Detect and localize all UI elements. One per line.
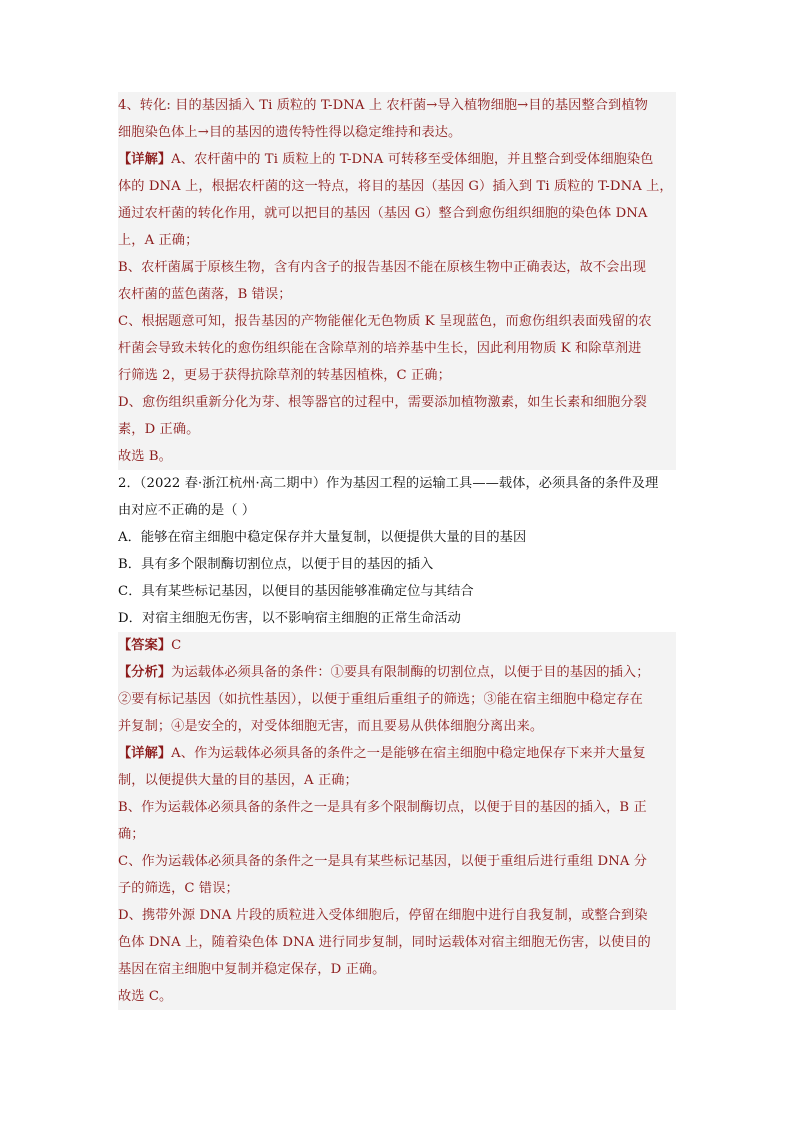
text-line [118,578,676,605]
line-text: 2．（2022 春·浙江杭州·高二期中）作为基因工程的运输工具——载体，必须具备的条件及理 [118,476,659,491]
section-label: 【答案】 [118,638,172,653]
text-line [118,929,676,956]
text-line [118,875,676,902]
text-line [118,740,676,767]
section-label: 【分析】 [118,665,172,680]
text-line [118,281,676,308]
line-text: 故选 C。 [118,989,173,1004]
text-line [118,524,676,551]
text-line [118,497,676,524]
line-text: 素，D 正确。 [118,422,200,437]
line-text: 行筛选 2，更易于获得抗除草剂的转基因植株，C 正确； [118,368,451,383]
text-line [118,173,676,200]
line-text: 确； [118,827,145,842]
text-line [118,794,676,821]
text-line [118,605,676,632]
line-text: D．对宿主细胞无伤害，以不影响宿主细胞的正常生命活动 [118,611,461,626]
document-body [118,92,676,1010]
text-line [118,632,676,659]
line-text: C、作为运载体必须具备的条件之一是具有某些标记基因，以便于重组后进行重组 DNA 分 [118,854,648,869]
line-text: 农杆菌的蓝色菌落，B 错误； [118,287,292,302]
line-text: 由对应不正确的是（ ） [118,503,256,518]
line-text: 基因在宿主细胞中复制并稳定保存，D 正确。 [118,962,386,977]
line-text: B、农杆菌属于原核生物，含有内含子的报告基因不能在原核生物中正确表达，故不会出现 [118,260,646,275]
line-text: B．具有多个限制酶切割位点，以便于目的基因的插入 [118,557,434,572]
line-text: 并复制；④是安全的，对受体细胞无害，而且要易从供体细胞分离出来。 [118,719,544,734]
line-text: 上，A 正确； [118,233,199,248]
line-text: 为运载体必须具备的条件：①要具有限制酶的切割位点，以便于目的基因的插入； [171,665,650,680]
text-line [118,686,676,713]
text-line [118,443,676,470]
line-text: 色体 DNA 上，随着染色体 DNA 进行同步复制，同时运载体对宿主细胞无伤害，以使目的 [118,935,651,950]
text-line [118,983,676,1010]
text-line [118,227,676,254]
text-line [118,848,676,875]
text-line [118,416,676,443]
text-line [118,659,676,686]
text-line [118,335,676,362]
section-label: 【详解】 [118,152,172,167]
section-label: 【详解】 [118,746,172,761]
line-text: B、作为运载体必须具备的条件之一是具有多个限制酶切点，以便于目的基因的插入，B 正 [118,800,647,815]
text-line [118,389,676,416]
line-text: C [171,638,182,653]
text-line [118,956,676,983]
line-text: A、农杆菌中的 Ti 质粒上的 T-DNA 可转移至受体细胞，并且整合到受体细胞染色 [171,152,654,167]
line-text: 故选 B。 [118,449,172,464]
text-line [118,713,676,740]
text-line [118,767,676,794]
line-text: 通过农杆菌的转化作用，就可以把目的基因（基因 G）整合到愈伤组织细胞的染色体 DNA [118,206,648,221]
line-text: ②要有标记基因（如抗性基因），以便于重组后重组子的筛选；③能在宿主细胞中稳定存在 [118,692,643,707]
text-line [118,362,676,389]
line-text: 制，以便提供大量的目的基因，A 正确； [118,773,358,788]
text-line [118,146,676,173]
text-line [118,470,676,497]
text-line [118,551,676,578]
text-line [118,308,676,335]
line-text: A、作为运载体必须具备的条件之一是能够在宿主细胞中稳定地保存下来并大量复 [171,746,646,761]
line-text: 细胞染色体上→目的基因的遗传特性得以稳定维持和表达。 [118,125,462,140]
line-text: D、携带外源 DNA 片段的质粒进入受体细胞后，停留在细胞中进行自我复制，或整合到染 [118,908,648,923]
line-text: 体的 DNA 上，根据农杆菌的这一特点，将目的基因（基因 G）插入到 Ti 质粒的 T-DNA 上， [118,179,673,194]
line-text: 子的筛选，C 错误； [118,881,239,896]
text-line [118,92,676,119]
text-line [118,254,676,281]
line-text: 4、转化: 目的基因插入 Ti 质粒的 T-DNA 上 农杆菌→导入植物细胞→目的基因整合到植物 [118,98,648,113]
line-text: 杆菌会导致未转化的愈伤组织能在含除草剂的培养基中生长，因此利用物质 K 和除草剂进 [118,341,642,356]
text-line [118,902,676,929]
line-text: A．能够在宿主细胞中稳定保存并大量复制，以便提供大量的目的基因 [118,530,527,545]
line-text: C．具有某些标记基因，以便目的基因能够准确定位与其结合 [118,584,474,599]
line-text: C、根据题意可知，报告基因的产物能催化无色物质 K 呈现蓝色，而愈伤组织表面残留的农 [118,314,652,329]
text-line [118,119,676,146]
line-text: D、愈伤组织重新分化为芽、根等器官的过程中，需要添加植物激素，如生长素和细胞分裂 [118,395,647,410]
text-line [118,200,676,227]
text-line [118,821,676,848]
